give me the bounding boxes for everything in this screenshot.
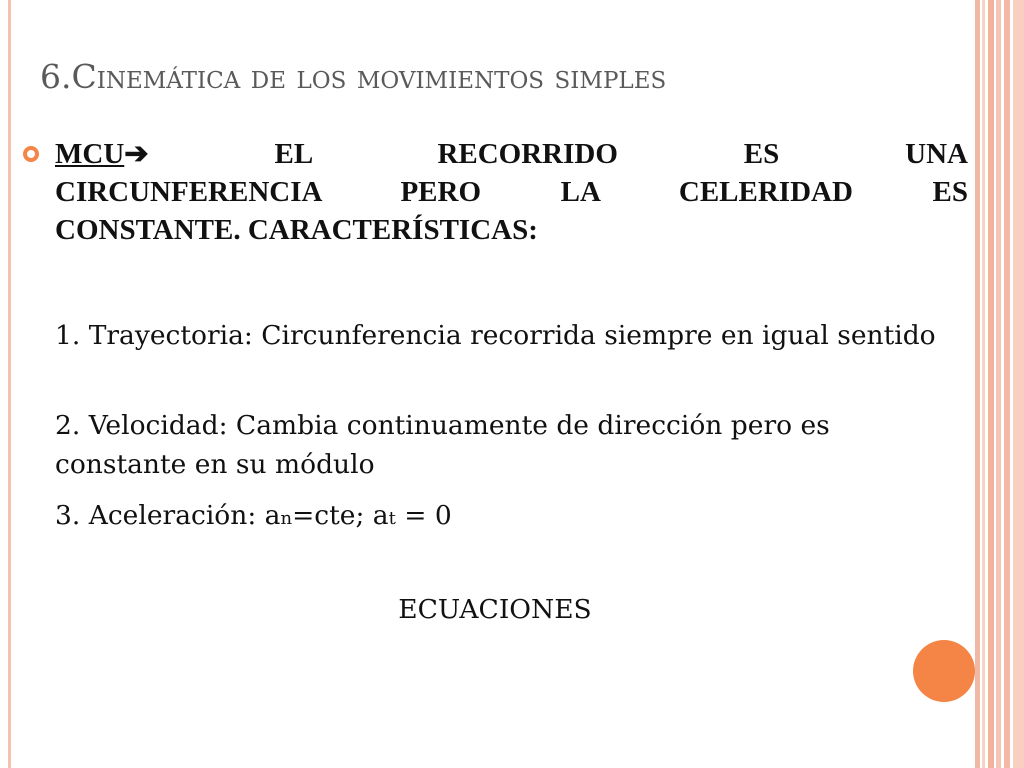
arrow-icon: ➔ <box>124 138 149 170</box>
right-stripe <box>1013 0 1024 768</box>
right-stripe <box>1004 0 1010 768</box>
aceleracion-suffix: = 0 <box>395 500 452 531</box>
subscript-n: n <box>280 508 293 529</box>
orange-ring-bullet-icon <box>22 145 40 163</box>
aceleracion-middle: =cte; a <box>292 500 389 531</box>
right-stripe <box>996 0 1001 768</box>
left-frame-line <box>8 0 11 768</box>
mcu-line-2: CIRCUNFERENCIA PERO LA CELERIDAD ES <box>55 176 968 208</box>
right-stripe <box>982 0 985 768</box>
ecuaciones-heading: ECUACIONES <box>398 594 592 625</box>
mcu-line-1 <box>55 135 968 173</box>
right-stripe <box>975 0 980 768</box>
list-item-aceleracion <box>55 496 965 538</box>
mcu-line-1-text: EL RECORRIDO ES UNA <box>148 138 968 170</box>
aceleracion-prefix: 3. Aceleración: a <box>55 500 281 531</box>
mcu-description <box>55 135 968 249</box>
subscript-t: t <box>388 508 396 529</box>
decorative-circle <box>913 640 975 702</box>
list-item-velocidad: 2. Velocidad: Cambia continuamente de dirección pero es constante en su módulo <box>55 410 830 480</box>
right-stripe <box>988 0 994 768</box>
mcu-line-3: CONSTANTE. CARACTERÍSTICAS: <box>55 214 538 246</box>
slide-title: 6.Cinemática de los movimientos simples <box>40 57 667 96</box>
mcu-label: MCU <box>55 138 125 170</box>
list-item-trayectoria: 1. Trayectoria: Circunferencia recorrida siempre en igual sentido <box>55 320 936 351</box>
